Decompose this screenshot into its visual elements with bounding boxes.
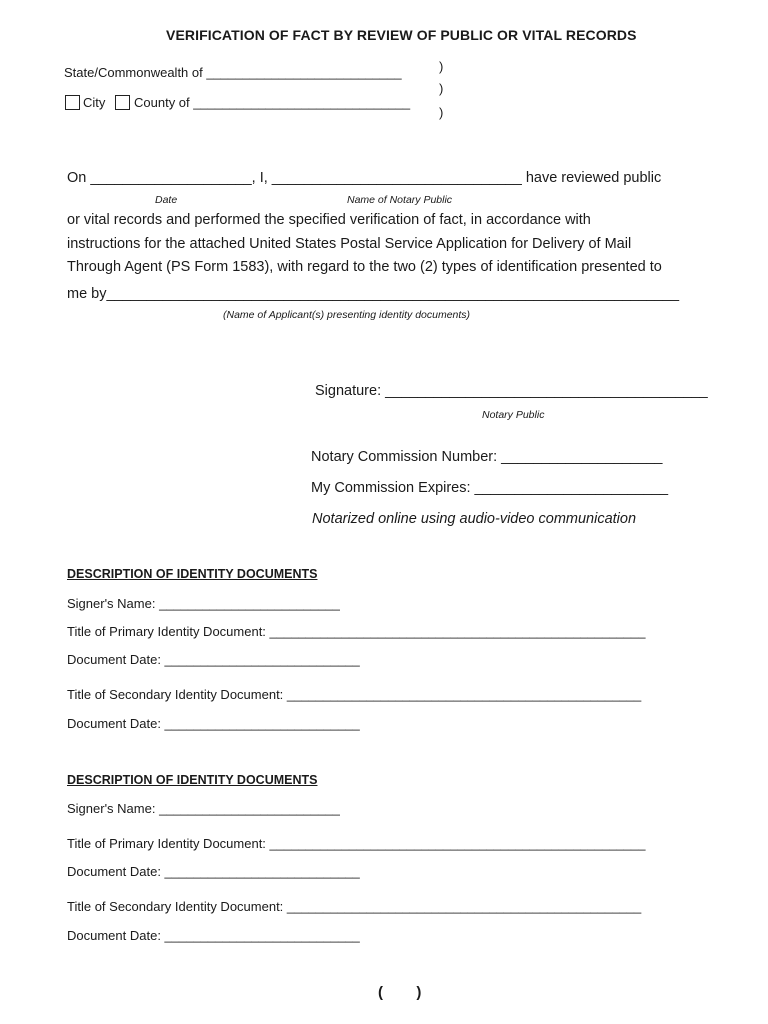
notary-public-caption: Notary Public bbox=[482, 409, 545, 421]
signer-name-field[interactable]: Signer's Name: _________________________ bbox=[67, 801, 340, 816]
county-checkbox[interactable] bbox=[115, 95, 130, 110]
primary-document-title-field[interactable]: Title of Primary Identity Document: ____________________________________________________ bbox=[67, 624, 646, 639]
commission-number-field[interactable]: Notary Commission Number: ____________________ bbox=[311, 449, 663, 465]
venue-paren-1: ) bbox=[439, 59, 444, 74]
venue-paren-2: ) bbox=[439, 81, 444, 96]
applicant-name-field[interactable]: me by_______________________________________________________________________ bbox=[67, 286, 680, 302]
city-label: City bbox=[83, 95, 106, 110]
identity-section-heading: DESCRIPTION OF IDENTITY DOCUMENTS bbox=[67, 773, 318, 787]
statement-line-4: Through Agent (PS Form 1583), with regard to the two (2) types of identification presented to bbox=[67, 259, 662, 275]
applicant-caption: (Name of Applicant(s) presenting identity documents) bbox=[223, 309, 471, 321]
identity-section-heading: DESCRIPTION OF IDENTITY DOCUMENTS bbox=[67, 567, 318, 581]
page-title: VERIFICATION OF FACT BY REVIEW OF PUBLIC OR VITAL RECORDS bbox=[166, 27, 637, 43]
secondary-document-date-field[interactable]: Document Date: ___________________________ bbox=[67, 716, 360, 731]
commission-expires-field[interactable]: My Commission Expires: ________________________ bbox=[311, 480, 669, 496]
signature-field[interactable]: Signature: ________________________________________ bbox=[315, 383, 708, 399]
online-notarization-note: Notarized online using audio-video communication bbox=[312, 511, 637, 527]
city-checkbox[interactable] bbox=[65, 95, 80, 110]
secondary-document-title-field[interactable]: Title of Secondary Identity Document: _________________________________________________ bbox=[67, 899, 642, 914]
primary-document-title-field[interactable]: Title of Primary Identity Document: ____________________________________________________ bbox=[67, 836, 646, 851]
venue-paren-3: ) bbox=[439, 105, 444, 120]
secondary-document-date-field[interactable]: Document Date: ___________________________ bbox=[67, 928, 360, 943]
statement-line-2: or vital records and performed the specified verification of fact, in accordance with bbox=[67, 212, 591, 228]
secondary-document-title-field[interactable]: Title of Secondary Identity Document: _________________________________________________ bbox=[67, 687, 642, 702]
statement-line-1: On ____________________, I, _______________________________ have reviewed public bbox=[67, 170, 662, 186]
primary-document-date-field[interactable]: Document Date: ___________________________ bbox=[67, 652, 360, 667]
county-of-field[interactable]: County of ______________________________ bbox=[134, 95, 411, 110]
primary-document-date-field[interactable]: Document Date: ___________________________ bbox=[67, 864, 360, 879]
seal-placeholder: ( ) bbox=[378, 984, 422, 1001]
signer-name-field[interactable]: Signer's Name: _________________________ bbox=[67, 596, 340, 611]
statement-line-3: instructions for the attached United States Postal Service Application for Delivery of Mail bbox=[67, 236, 632, 252]
notary-name-caption: Name of Notary Public bbox=[347, 194, 453, 206]
date-caption: Date bbox=[155, 194, 178, 206]
state-commonwealth-field[interactable]: State/Commonwealth of ___________________________ bbox=[64, 65, 402, 80]
